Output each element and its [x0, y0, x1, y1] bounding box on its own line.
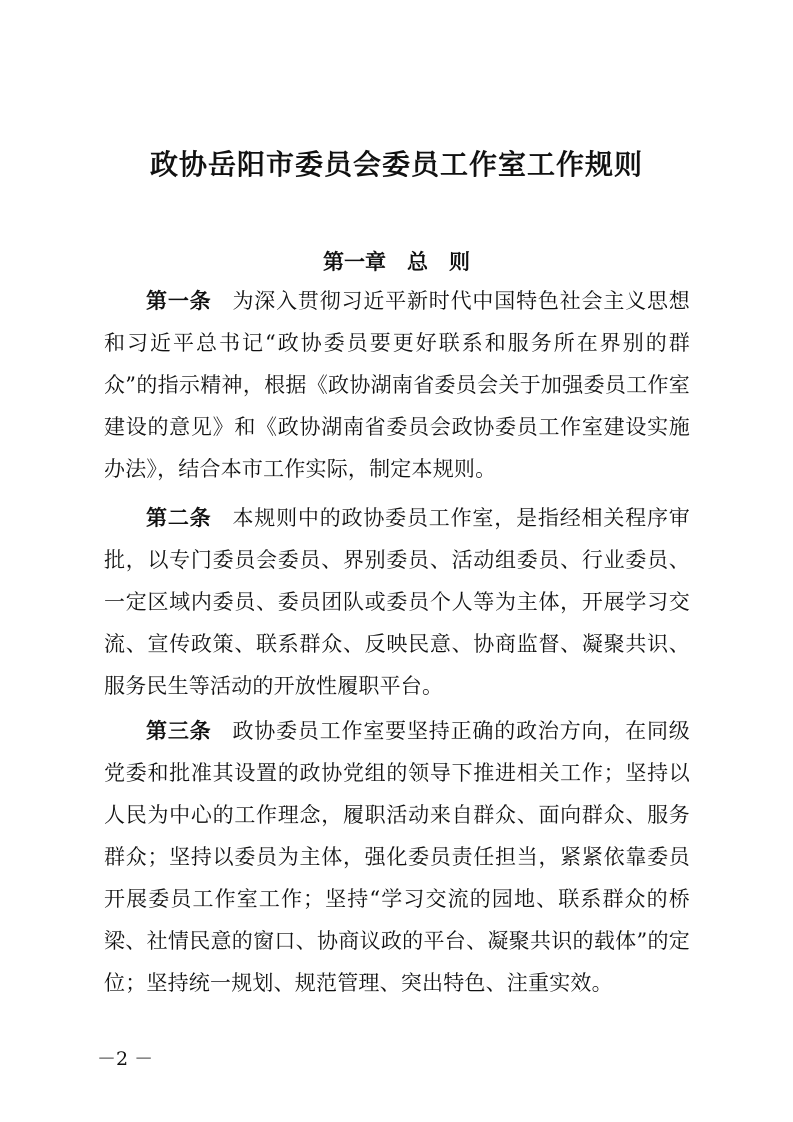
article-2 [104, 497, 690, 707]
article-1 [104, 280, 690, 490]
document-title: 政协岳阳市委员会委员工作室工作规则 [149, 148, 643, 181]
article-3-heading: 第三条 [146, 719, 212, 743]
article-1-heading: 第一条 [146, 289, 212, 313]
article-3-text: 政协委员工作室要坚持正确的政治方向，在同级党委和批准其设置的政协党组的领导下推进相关工作；坚持以人民为中心的工作理念，履职活动来自群众、面向群众、服务群众；坚持以委员为主体，强化委员责任担当，紧紧依靠委员开展委员工作室工作；坚持“学习交流的园地、联系群众的桥梁、社情民意的窗口、协商议政的平台、凝聚共识的载体”的定位；坚持统一规划、规范管理、突出特色、注重实效。 [104, 719, 690, 995]
article-2-text: 本规则中的政协委员工作室，是指经相关程序审批，以专门委员会委员、界别委员、活动组委员、行业委员、一定区域内委员、委员团队或委员个人等为主体，开展学习交流、宣传政策、联系群众、反映民意、协商监督、凝聚共识、服务民生等活动的开放性履职平台。 [104, 506, 690, 698]
chapter-heading: 第一章 总 则 [323, 250, 470, 274]
article-3 [104, 710, 690, 1004]
page-number: －2 － [97, 1048, 154, 1070]
article-2-heading: 第二条 [146, 506, 212, 530]
article-1-text: 为深入贯彻习近平新时代中国特色社会主义思想和习近平总书记“政协委员要更好联系和服务所在界别的群众”的指示精神，根据《政协湖南省委员会关于加强委员工作室建设的意见》和《政协湖南省委员会政协委员工作室建设实施办法》，结合本市工作实际，制定本规则。 [104, 289, 690, 481]
